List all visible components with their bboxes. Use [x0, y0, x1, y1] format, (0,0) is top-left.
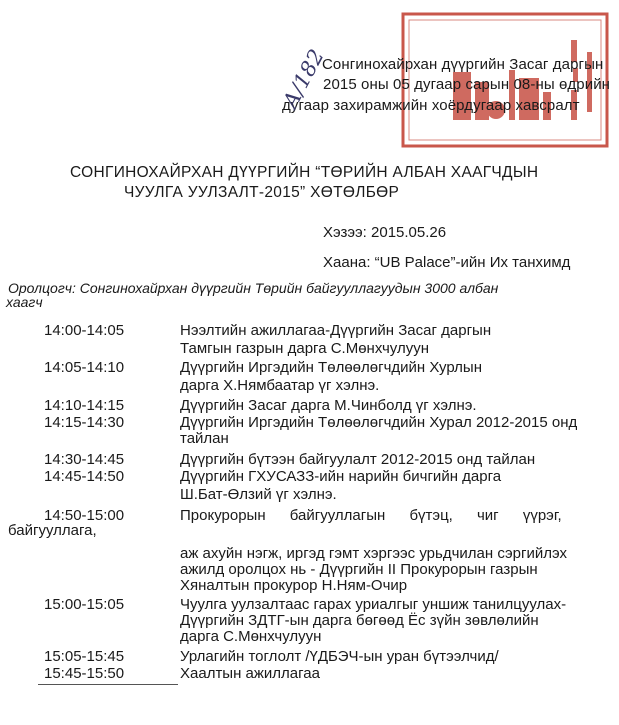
- footer-rule: [38, 684, 178, 685]
- schedule-time: 14:50-15:00: [44, 507, 125, 524]
- decree-header-line3: дугаар захирамжийн хоёрдугаар хавсралт: [282, 97, 580, 114]
- schedule-item-text: байгууллага,: [8, 522, 97, 539]
- schedule-time: 14:45-14:50: [44, 468, 125, 485]
- program-title-line2: ЧУУЛГА УУЛЗАЛТ-2015” ХӨТӨЛБӨР: [124, 184, 400, 201]
- schedule-item-text: Ш.Бат-Өлзий үг хэлнэ.: [180, 486, 337, 503]
- schedule-item-text: Нээлтийн ажиллагаа-Дүүргийн Засаг даргын: [180, 322, 492, 339]
- event-date: Хэзээ: 2015.05.26: [323, 224, 447, 241]
- schedule-item-text: Дүүргийн Иргэдийн Төлөөлөгчдийн Хурал 2012-2015 онд: [180, 414, 578, 431]
- participants-text: Сонгинохайрхан дүүргийн Төрийн байгууллагуудын 3000 албан: [79, 280, 499, 296]
- schedule-time: 15:05-15:45: [44, 648, 125, 665]
- schedule-time: 14:15-14:30: [44, 414, 125, 431]
- schedule-item-text: аж ахуйн нэгж, иргэд гэмт хэргээс урьдчилан сэргийлэх: [180, 545, 567, 562]
- program-title-line1: СОНГИНОХАЙРХАН ДҮҮРГИЙН “ТӨРИЙН АЛБАН ХААГЧДЫН: [70, 164, 539, 181]
- schedule-item-text: дарга Х.Нямбаатар үг хэлнэ.: [180, 377, 380, 394]
- schedule-time: 15:45-15:50: [44, 665, 125, 682]
- decree-header-line2: 2015 оны 05 дугаар сарын 08-ны өдрийн: [323, 76, 611, 93]
- handwritten-decree-number: А/182: [278, 45, 329, 113]
- participants-line2: хаагч: [6, 294, 43, 310]
- schedule-item-text: дарга С.Мөнхчулуун: [180, 628, 322, 645]
- schedule-time: 14:00-14:05: [44, 322, 125, 339]
- schedule-item-text: Урлагийн тоглолт /ҮДБЭЧ-ын уран бүтээлчид/: [180, 648, 499, 665]
- event-venue: Хаана: “UB Palace”-ийн Их танхимд: [323, 254, 571, 271]
- schedule-item-text: ажилд оролцох нь - Дүүргийн II Прокурорын газрын: [180, 561, 538, 578]
- schedule-item-text: Прокурорын байгууллагын бүтэц, чиг үүрэг,: [180, 507, 562, 524]
- schedule-item-text: Дүүргийн Иргэдийн Төлөөлөгчдийн Хурлын: [180, 359, 482, 376]
- participants-label: Оролцогч:: [8, 280, 76, 296]
- decree-header-line1: Сонгинохайрхан дүүргийн Засаг даргын: [322, 56, 604, 73]
- schedule-item-text: Хяналтын прокурор Н.Ням-Очир: [180, 577, 408, 594]
- participants-line1: [8, 279, 498, 297]
- schedule-item-text: Дүүргийн Засаг дарга М.Чинболд үг хэлнэ.: [180, 397, 477, 414]
- schedule-time: 14:10-14:15: [44, 397, 125, 414]
- schedule-item-text: тайлан: [180, 430, 229, 447]
- schedule-item-text: Хаалтын ажиллагаа: [180, 665, 320, 682]
- schedule-item-text: Дүүргийн бүтээн байгуулалт 2012-2015 онд тайлан: [180, 451, 536, 468]
- schedule-time: 15:00-15:05: [44, 596, 125, 613]
- schedule-time: 14:05-14:10: [44, 359, 125, 376]
- schedule-item-text: Дүүргийн ЗДТГ-ын дарга бөгөөд Ёс зүйн зөвлөлийн: [180, 612, 539, 629]
- schedule-time: 14:30-14:45: [44, 451, 125, 468]
- schedule-item-text: Чуулга уулзалтаас гарах уриалгыг уншиж танилцуулах-: [180, 596, 567, 613]
- schedule-item-text: Тамгын газрын дарга С.Мөнхчулуун: [180, 340, 430, 357]
- schedule-item-text: Дүүргийн ГХУСАЗЗ-ийн нарийн бичгийн дарга: [180, 468, 502, 485]
